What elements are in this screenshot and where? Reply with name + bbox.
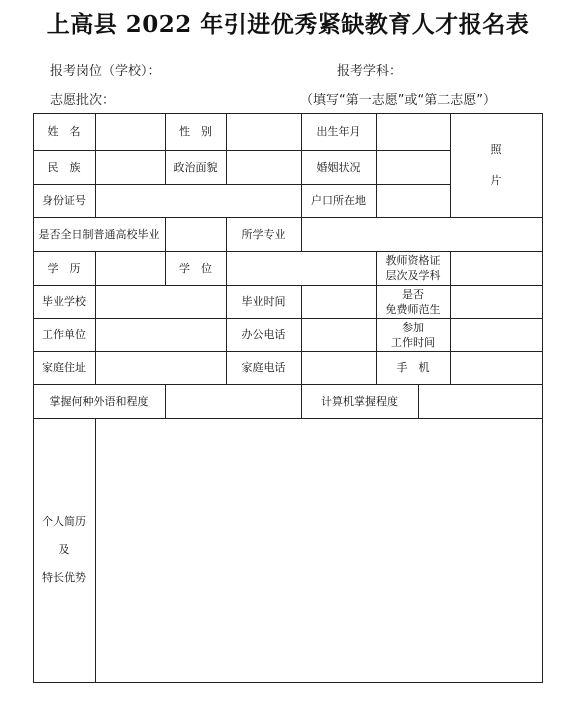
language-label: 掌握何种外语和程度 xyxy=(49,394,149,408)
work-start-label-line1: 参加 xyxy=(402,320,424,334)
resume-label-line2: 及 xyxy=(58,543,70,556)
resume-field[interactable] xyxy=(95,418,542,682)
computer-label: 计算机掌握程度 xyxy=(321,394,398,408)
teacher-cert-label-line2: 层次及学科 xyxy=(385,269,441,282)
employer-field[interactable] xyxy=(95,318,226,351)
position-label: 报考岗位（学校）： xyxy=(50,64,161,79)
id-number-label: 身份证号 xyxy=(42,194,86,207)
education-label: 学 历 xyxy=(47,261,81,275)
major-field[interactable] xyxy=(301,217,542,251)
teacher-cert-label xyxy=(376,251,450,285)
id-number-field[interactable] xyxy=(95,184,301,217)
major-label: 所学专业 xyxy=(241,227,286,241)
mobile-field[interactable] xyxy=(450,351,542,384)
school-label: 毕业学校 xyxy=(42,295,86,308)
batch-label: 志愿批次： xyxy=(50,93,116,108)
education-field[interactable] xyxy=(95,251,165,285)
resume-label-line1: 个人简历 xyxy=(42,515,86,528)
hukou-field[interactable] xyxy=(376,184,450,217)
gender-field[interactable] xyxy=(226,113,301,150)
address-field[interactable] xyxy=(95,351,226,384)
office-phone-field[interactable] xyxy=(301,318,376,351)
form-title: 上高县 2022 年引进优秀紧缺教育人才报名表 xyxy=(46,11,530,38)
degree-label: 学 位 xyxy=(179,261,212,275)
political-label: 政治面貌 xyxy=(173,160,218,174)
grad-time-field[interactable] xyxy=(301,285,376,318)
work-start-label-line2: 工作时间 xyxy=(391,335,435,349)
ethnicity-label: 民 族 xyxy=(47,160,81,174)
subject-label: 报考学科： xyxy=(337,64,403,79)
batch-note: （填写“第一志愿”或“第二志愿”） xyxy=(300,93,496,108)
resume-label-line3: 特长优势 xyxy=(42,571,86,584)
computer-field[interactable] xyxy=(418,384,542,418)
gender-label: 性 别 xyxy=(179,125,212,138)
free-normal-field[interactable] xyxy=(450,285,542,318)
teacher-cert-label-line1: 教师资格证 xyxy=(385,254,441,267)
degree-field[interactable] xyxy=(226,251,376,285)
photo-label-2: 片 xyxy=(490,174,502,187)
photo-box[interactable] xyxy=(450,113,542,217)
political-field[interactable] xyxy=(226,150,301,184)
school-field[interactable] xyxy=(95,285,226,318)
birth-field[interactable] xyxy=(376,113,450,150)
address-label: 家庭住址 xyxy=(42,361,86,374)
work-start-label xyxy=(376,318,450,351)
photo-label-1: 照 xyxy=(490,143,502,156)
hukou-label: 户口所在地 xyxy=(311,194,366,207)
marital-label: 婚姻状况 xyxy=(316,160,361,174)
mobile-label: 手 机 xyxy=(396,361,430,374)
office-phone-label: 办公电话 xyxy=(241,328,286,341)
ethnicity-field[interactable] xyxy=(95,150,165,184)
marital-field[interactable] xyxy=(376,150,450,184)
language-field[interactable] xyxy=(165,384,301,418)
fulltime-field[interactable] xyxy=(165,217,226,251)
teacher-cert-field[interactable] xyxy=(450,251,542,285)
name-field[interactable] xyxy=(95,113,165,150)
work-start-field[interactable] xyxy=(450,318,542,351)
name-label: 姓 名 xyxy=(47,125,81,138)
home-phone-label: 家庭电话 xyxy=(241,361,286,374)
grad-time-label: 毕业时间 xyxy=(241,295,286,308)
free-normal-label-line2: 免费师范生 xyxy=(385,302,441,316)
free-normal-label-line1: 是否 xyxy=(402,287,424,301)
fulltime-label: 是否全日制普通高校毕业 xyxy=(38,227,160,241)
birth-label: 出生年月 xyxy=(316,125,361,138)
free-normal-label xyxy=(376,285,450,318)
employer-label: 工作单位 xyxy=(42,328,86,341)
resume-label xyxy=(33,418,95,682)
home-phone-field[interactable] xyxy=(301,351,376,384)
